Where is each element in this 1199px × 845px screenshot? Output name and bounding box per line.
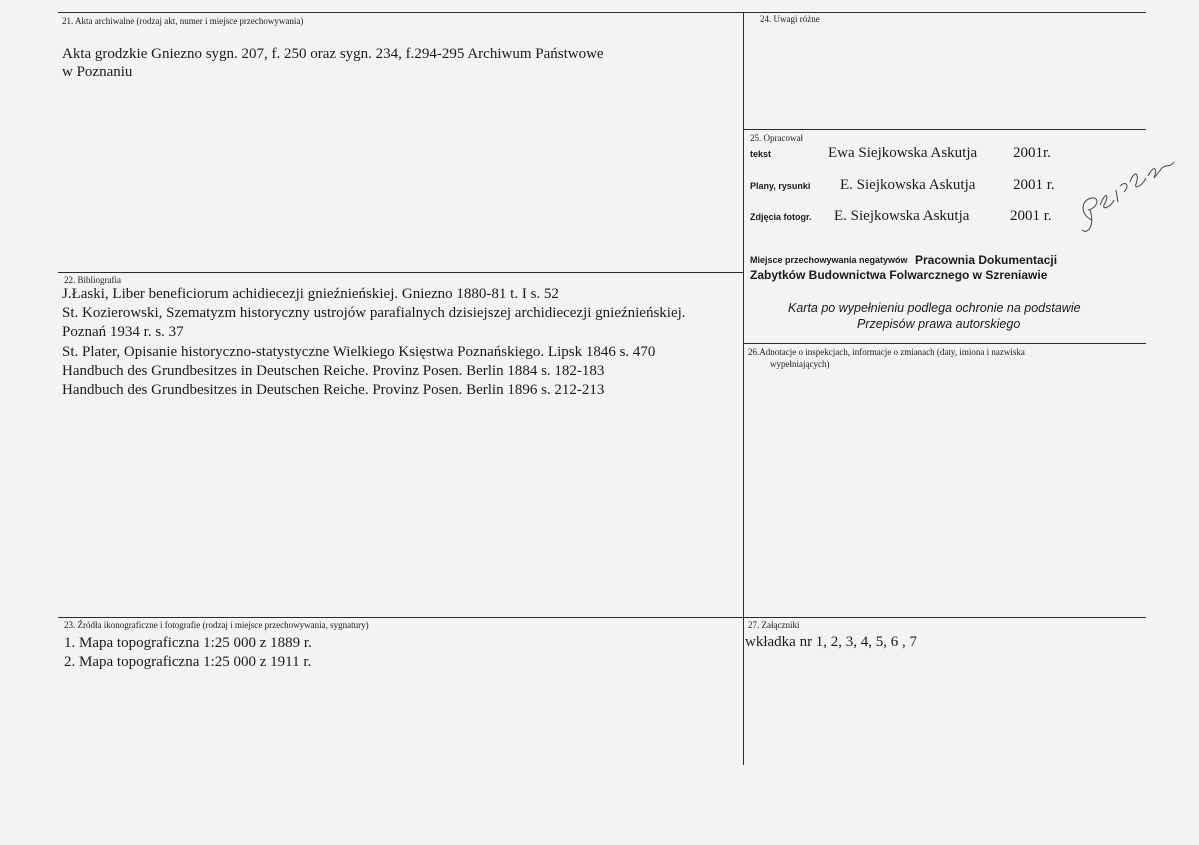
sec22-line: J.Łaski, Liber beneficiorum achidiecezji gnieźnieńskiej. Gniezno 1880-81 t. I s. 52 (62, 286, 559, 302)
sec25-key-plany: Plany, rysunki (750, 181, 811, 191)
sec26-label-2: wypełniających) (770, 359, 830, 369)
sec21-line1: Akta grodzkie Gniezno sygn. 207, f. 250 oraz sygn. 234, f.294-295 Archiwum Państwowe (62, 46, 604, 62)
sec22-label: 22. Bibliografia (64, 275, 121, 285)
sec22-line: Poznań 1934 r. s. 37 (62, 324, 184, 340)
sec22-line: Handbuch des Grundbesitzes in Deutschen Reiche. Provinz Posen. Berlin 1884 s. 182-183 (62, 363, 605, 379)
sec21-line2: w Poznaniu (62, 64, 133, 80)
rule-24-25 (743, 129, 1146, 130)
top-rule (58, 12, 1146, 13)
sec25-label: 25. Opracował (750, 133, 803, 143)
sec26-label-1: 26.Adnotacje o inspekcjach, informacje o zmianach (daty, imiona i nazwiska (748, 347, 1025, 357)
sec25-name-zdjecia: E. Siejkowska Askutja (834, 208, 970, 224)
sec23-label: 23. Źródła ikonograficzne i fotografie (rodzaj i miejsce przechowywania, sygnatury) (64, 620, 369, 630)
sec22-line: Handbuch des Grundbesitzes in Deutschen Reiche. Provinz Posen. Berlin 1896 s. 212-213 (62, 382, 605, 398)
sec25-year-plany: 2001 r. (1013, 177, 1055, 193)
sec25-name-tekst: Ewa Siejkowska Askutja (828, 145, 978, 161)
sec25-year-tekst: 2001r. (1013, 145, 1051, 161)
sec27-label: 27. Załączniki (748, 620, 800, 630)
sec25-name-plany: E. Siejkowska Askutja (840, 177, 976, 193)
sec24-label: 24. Uwagi różne (760, 14, 820, 24)
sec23-line: 1. Mapa topograficzna 1:25 000 z 1889 r. (64, 635, 312, 651)
rule-26-27 (743, 617, 1146, 618)
rule-21-22 (58, 272, 743, 273)
storage-prefix: Miejsce przechowywania negatywów (750, 255, 908, 265)
sec25-year-zdjecia: 2001 r. (1010, 208, 1052, 224)
copyright-note-1: Karta po wypełnieniu podlega ochronie na podstawie (788, 301, 1081, 315)
storage-line1: Pracownia Dokumentacji (915, 253, 1058, 267)
sec25-key-tekst: tekst (750, 149, 772, 159)
storage-line2: Zabytków Budownictwa Folwarcznego w Szreniawie (750, 268, 1048, 282)
column-divider (743, 12, 744, 765)
rule-22-23 (58, 617, 743, 618)
copyright-note-2: Przepisów prawa autorskiego (857, 317, 1021, 331)
rule-storage-26 (743, 343, 1146, 344)
sec22-line: St. Plater, Opisanie historyczno-statystyczne Wielkiego Księstwa Poznańskiego. Lipsk 1846 s. 470 (62, 344, 656, 360)
handwritten-signature (1070, 150, 1180, 240)
sec25-key-zdjecia: Zdjęcia fotogr. (750, 212, 812, 222)
sec23-line: 2. Mapa topograficzna 1:25 000 z 1911 r. (64, 654, 312, 670)
sec22-line: St. Kozierowski, Szematyzm historyczny ustrojów parafialnych dzisiejszej archidiecezji gnieźnieńskiej. (62, 305, 686, 321)
sec27-value: wkładka nr 1, 2, 3, 4, 5, 6 , 7 (745, 634, 918, 650)
sec21-label: 21. Akta archiwalne (rodzaj akt, numer i miejsce przechowywania) (62, 16, 304, 26)
